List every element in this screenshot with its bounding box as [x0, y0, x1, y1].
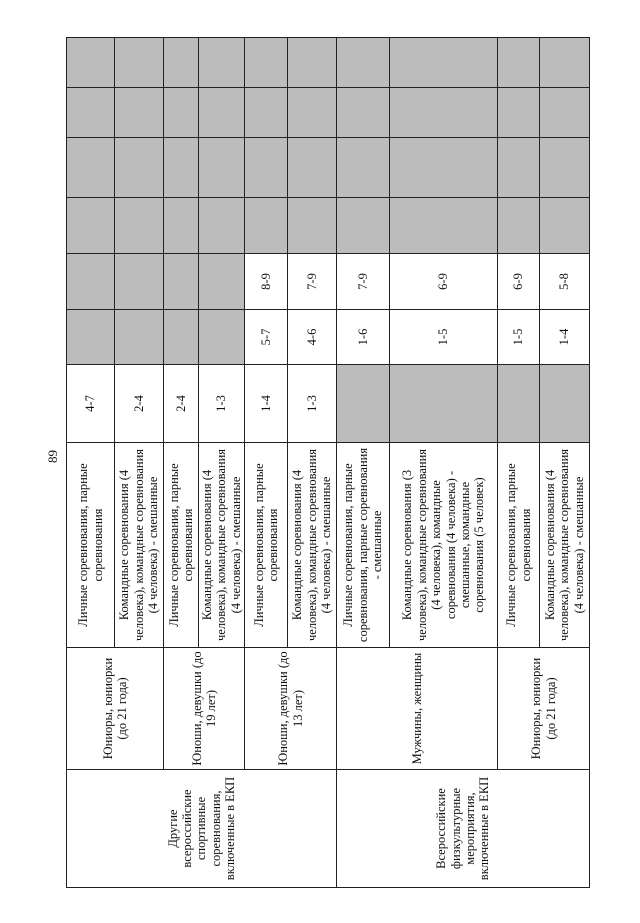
value-cell: 1-4 — [245, 365, 288, 443]
shaded-cell — [199, 88, 245, 138]
shaded-cell — [390, 365, 498, 443]
value-cell: 1-5 — [498, 310, 540, 365]
category-cell: Другие всероссийские спортивные соревнования, включенные в ЕКП — [67, 770, 337, 888]
shaded-cell — [540, 365, 590, 443]
event-cell: Командные соревнования (3 человека), командные соревнования (4 человека), командные соревнования (4 человека) - смешанные, командные соревнования (5 человек) — [390, 443, 498, 648]
shaded-cell — [115, 254, 164, 310]
ranking-table — [66, 37, 590, 888]
shaded-cell — [337, 198, 390, 254]
value-cell: 4-6 — [288, 310, 337, 365]
event-cell: Командные соревнования (4 человека), командные соревнования (4 человека) - смешанные — [540, 443, 590, 648]
shaded-cell — [540, 38, 590, 88]
table-row — [164, 38, 199, 888]
shaded-cell — [288, 88, 337, 138]
value-cell: 5-8 — [540, 254, 590, 310]
group-cell: Юниоры, юниорки (до 21 года) — [67, 648, 164, 770]
event-cell: Личные соревнования, парные соревнования — [498, 443, 540, 648]
shaded-cell — [164, 88, 199, 138]
shaded-cell — [199, 310, 245, 365]
shaded-cell — [67, 138, 115, 198]
category-cell: Всероссийские физкультурные мероприятия, включенные в ЕКП — [337, 770, 590, 888]
shaded-cell — [245, 38, 288, 88]
table-row — [245, 38, 288, 888]
shaded-cell — [164, 310, 199, 365]
value-cell: 2-4 — [164, 365, 199, 443]
table-row — [337, 38, 390, 888]
shaded-cell — [67, 198, 115, 254]
page-number: 89 — [45, 450, 60, 463]
value-cell: 6-9 — [498, 254, 540, 310]
shaded-cell — [337, 38, 390, 88]
shaded-cell — [67, 38, 115, 88]
shaded-cell — [67, 88, 115, 138]
value-cell: 1-6 — [337, 310, 390, 365]
event-cell: Личные соревнования, парные соревнования — [67, 443, 115, 648]
shaded-cell — [498, 88, 540, 138]
shaded-cell — [164, 254, 199, 310]
shaded-cell — [288, 198, 337, 254]
shaded-cell — [115, 38, 164, 88]
shaded-cell — [67, 310, 115, 365]
shaded-cell — [390, 198, 498, 254]
shaded-cell — [199, 254, 245, 310]
shaded-cell — [115, 310, 164, 365]
group-cell: Юноши, девушки (до 19 лет) — [164, 648, 245, 770]
value-cell: 8-9 — [245, 254, 288, 310]
shaded-cell — [390, 88, 498, 138]
shaded-cell — [115, 88, 164, 138]
shaded-cell — [67, 254, 115, 310]
shaded-cell — [498, 198, 540, 254]
shaded-cell — [540, 88, 590, 138]
table-row — [498, 38, 540, 888]
shaded-cell — [498, 138, 540, 198]
event-cell: Личные соревнования, парные соревнования — [245, 443, 288, 648]
shaded-cell — [288, 38, 337, 88]
shaded-cell — [498, 38, 540, 88]
value-cell: 1-3 — [288, 365, 337, 443]
group-cell: Мужчины, женщины — [337, 648, 498, 770]
shaded-cell — [115, 138, 164, 198]
group-cell: Юниоры, юниорки (до 21 года) — [498, 648, 590, 770]
shaded-cell — [288, 138, 337, 198]
value-cell: 7-9 — [337, 254, 390, 310]
value-cell: 1-4 — [540, 310, 590, 365]
shaded-cell — [199, 38, 245, 88]
rotated-table-wrapper — [66, 38, 589, 888]
event-cell: Личные соревнования, парные соревнования, парные соревнования - смешанные — [337, 443, 390, 648]
event-cell: Командные соревнования (4 человека), командные соревнования (4 человека) - смешанные — [199, 443, 245, 648]
value-cell: 6-9 — [390, 254, 498, 310]
shaded-cell — [245, 88, 288, 138]
value-cell: 1-3 — [199, 365, 245, 443]
group-cell: Юноши, девушки (до 13 лет) — [245, 648, 337, 770]
shaded-cell — [390, 138, 498, 198]
shaded-cell — [199, 138, 245, 198]
shaded-cell — [164, 38, 199, 88]
shaded-cell — [164, 138, 199, 198]
event-cell: Командные соревнования (4 человека), командные соревнования (4 человека) - смешанные — [288, 443, 337, 648]
shaded-cell — [164, 198, 199, 254]
shaded-cell — [199, 198, 245, 254]
value-cell: 1-5 — [390, 310, 498, 365]
shaded-cell — [115, 198, 164, 254]
shaded-cell — [245, 138, 288, 198]
event-cell: Личные соревнования, парные соревнования — [164, 443, 199, 648]
table-row — [67, 38, 115, 888]
value-cell: 7-9 — [288, 254, 337, 310]
shaded-cell — [540, 198, 590, 254]
shaded-cell — [390, 38, 498, 88]
shaded-cell — [337, 138, 390, 198]
shaded-cell — [498, 365, 540, 443]
value-cell: 2-4 — [115, 365, 164, 443]
shaded-cell — [245, 198, 288, 254]
value-cell: 5-7 — [245, 310, 288, 365]
shaded-cell — [540, 138, 590, 198]
event-cell: Командные соревнования (4 человека), командные соревнования (4 человека) - смешанные — [115, 443, 164, 648]
value-cell: 4-7 — [67, 365, 115, 443]
shaded-cell — [337, 88, 390, 138]
shaded-cell — [337, 365, 390, 443]
